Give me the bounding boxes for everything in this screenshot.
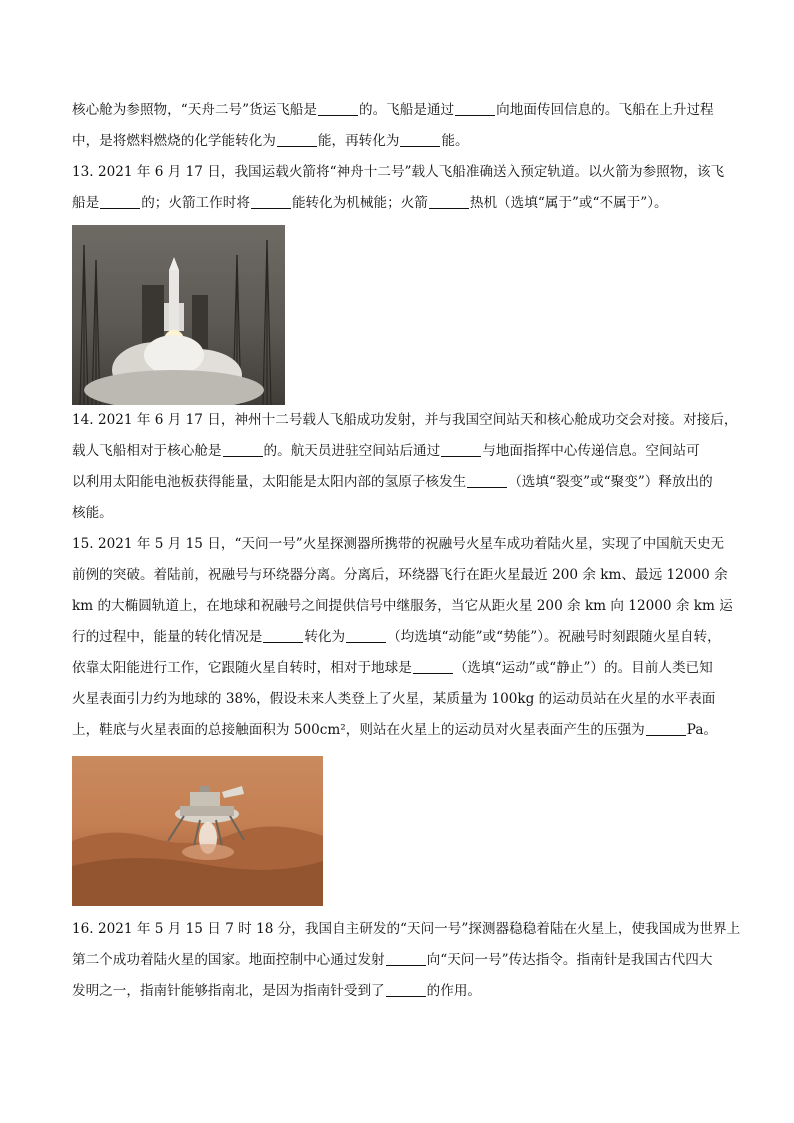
q16-text: 的作用。 (426, 983, 482, 999)
answer-blank[interactable] (346, 628, 386, 643)
q15-line-3 (72, 591, 733, 622)
mars-landing-photo (72, 756, 323, 906)
q14-text: （选填“裂变”或“聚变”）释放出的 (508, 474, 713, 490)
q12-line-1 (72, 95, 722, 126)
q14-text: 14. 2021 年 6 月 17 日，神州十二号载人飞船成功发射，并与我国空间站天和核心舱成功交会对接。对接后， (72, 412, 738, 428)
q15-text: Pa。 (686, 722, 718, 738)
q13-text: 的；火箭工作时将 (141, 195, 250, 211)
q14-line-2 (72, 436, 722, 467)
q15-line-5 (72, 653, 722, 684)
q12-text: 能，再转化为 (317, 133, 400, 149)
q16-line-1 (72, 914, 741, 945)
answer-blank[interactable] (223, 442, 263, 457)
answer-blank[interactable] (441, 442, 481, 457)
answer-blank[interactable] (386, 951, 426, 966)
answer-blank[interactable] (413, 659, 453, 674)
q14-text: 的。航天员进驻空间站后通过 (263, 443, 441, 459)
q14-line-4 (72, 498, 722, 529)
q15-line-4 (72, 622, 722, 653)
q13-text: 13. 2021 年 6 月 17 日，我国运载火箭将“神舟十二号”载人飞船准确送入预定轨道。以火箭为参照物，该飞 (72, 164, 725, 180)
q12-line-2 (72, 126, 722, 157)
exam-page (72, 95, 741, 1007)
q12-text: 向地面传回信息的。飞船在上升过程 (496, 102, 714, 118)
q15-line-6 (72, 684, 722, 715)
q15-text: （选填“运动”或“静止”）的。目前人类已知 (453, 660, 713, 676)
q14-line-3 (72, 467, 722, 498)
q14-text: 与地面指挥中心传递信息。空间站可 (482, 443, 700, 459)
q15-line-2 (72, 560, 728, 591)
q15-text: 依靠太阳能进行工作，它跟随火星自转时，相对于地球是 (72, 660, 412, 676)
q16-text: 第二个成功着陆火星的国家。地面控制中心通过发射 (72, 952, 385, 968)
q14-line-1 (72, 405, 738, 436)
q15-text: 火星表面引力约为地球的 38%，假设未来人类登上了火星，某质量为 100kg 的运动员站在火星的水平表面 (72, 691, 716, 707)
q16-line-2 (72, 945, 722, 976)
answer-blank[interactable] (277, 132, 317, 147)
q15-text: （均选填“动能”或“势能”）。祝融号时刻跟随火星自转， (387, 629, 721, 645)
answer-blank[interactable] (263, 628, 303, 643)
q15-text: 转化为 (304, 629, 346, 645)
answer-blank[interactable] (386, 982, 426, 997)
q12-text: 能。 (441, 133, 469, 149)
q16-line-3 (72, 976, 722, 1007)
q14-text: 以利用太阳能电池板获得能量，太阳能是太阳内部的氢原子核发生 (72, 474, 467, 490)
q13-text: 热机（选填“属于”或“不属于”）。 (469, 195, 668, 211)
q16-text: 16. 2021 年 5 月 15 日 7 时 18 分，我国自主研发的“天问一号”探测器稳稳着陆在火星上，使我国成为世界上 (72, 921, 741, 937)
q13-line-2 (72, 188, 722, 219)
q15-text: 前例的突破。着陆前，祝融号与环绕器分离。分离后，环绕器飞行在距火星最近 200 余 km、最远 12000 余 (72, 567, 728, 583)
answer-blank[interactable] (467, 473, 507, 488)
q12-text: 中，是将燃料燃烧的化学能转化为 (72, 133, 276, 149)
q15-text: 15. 2021 年 5 月 15 日，“天问一号”火星探测器所携带的祝融号火星车成功着陆火星，实现了中国航天史无 (72, 536, 725, 552)
q14-text: 核能。 (72, 505, 113, 521)
q12-text: 的。飞船是通过 (359, 102, 455, 118)
q15-text: 行的过程中，能量的转化情况是 (72, 629, 263, 645)
q13-text: 船是 (72, 195, 100, 211)
q15-line-1 (72, 529, 725, 560)
answer-blank[interactable] (646, 721, 686, 736)
answer-blank[interactable] (455, 101, 495, 116)
q13-line-1 (72, 157, 725, 188)
rocket-launch-photo (72, 225, 285, 405)
q14-text: 载人飞船相对于核心舱是 (72, 443, 222, 459)
q15-text: 上，鞋底与火星表面的总接触面积为 500cm²，则站在火星上的运动员对火星表面产生的压强为 (72, 722, 645, 738)
answer-blank[interactable] (100, 194, 140, 209)
q15-line-7 (72, 715, 722, 746)
q16-text: 发明之一，指南针能够指南北，是因为指南针受到了 (72, 983, 385, 999)
q16-text: 向“天问一号”传达指令。指南针是我国古代四大 (426, 952, 713, 968)
answer-blank[interactable] (318, 101, 358, 116)
answer-blank[interactable] (251, 194, 291, 209)
q12-text: 核心舱为参照物，“天舟二号”货运飞船是 (72, 102, 317, 118)
q15-text: km 的大椭圆轨道上，在地球和祝融号之间提供信号中继服务，当它从距火星 200 余 km 向 12000 余 km 运 (72, 598, 733, 614)
answer-blank[interactable] (400, 132, 440, 147)
answer-blank[interactable] (429, 194, 469, 209)
q13-text: 能转化为机械能；火箭 (291, 195, 428, 211)
